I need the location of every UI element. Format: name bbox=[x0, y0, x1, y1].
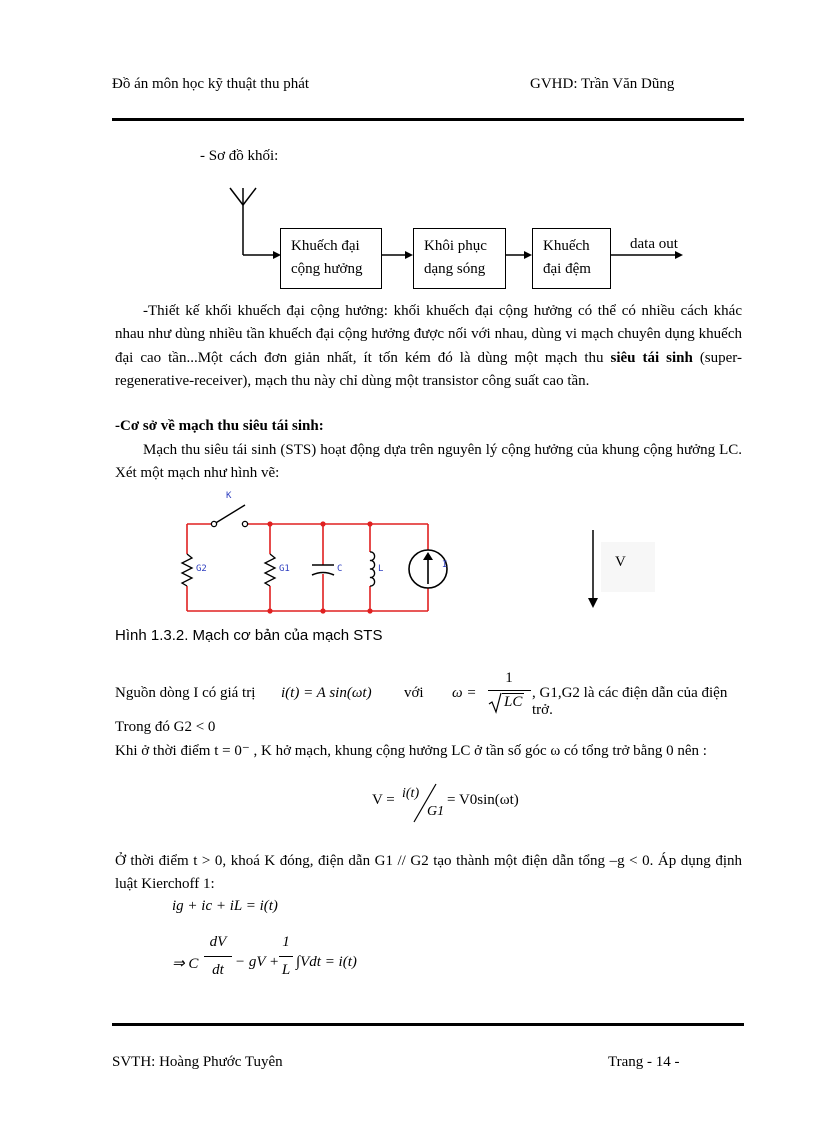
arrow-box2-box3 bbox=[524, 251, 532, 259]
switch-k-label: K bbox=[226, 491, 232, 501]
formula-diff-bar-1 bbox=[204, 956, 232, 957]
voltage-indicator bbox=[586, 528, 666, 610]
formula-v-lhs: V = bbox=[372, 792, 395, 808]
block-waveform-recovery bbox=[413, 228, 506, 289]
data-out-label: data out bbox=[630, 236, 678, 252]
formula-diff-tail: ∫Vdt = i(t) bbox=[296, 954, 357, 970]
switch-k-blade bbox=[214, 505, 245, 524]
resistor-g1 bbox=[265, 554, 275, 586]
paragraph-t0-state: Khi ở thời điểm t = 0⁻ , K hở mạch, khung cộng hưởng LC ở tần số góc ω có tổng trở bằng 0 nên : bbox=[115, 743, 707, 759]
junction-dot bbox=[267, 521, 272, 526]
sqrt-icon bbox=[488, 692, 502, 714]
header-rule bbox=[112, 118, 744, 121]
formula-diff-dt: dt bbox=[212, 962, 224, 978]
capacitor-label: C bbox=[337, 564, 343, 574]
footer-page-number: Trang - 14 - bbox=[608, 1054, 680, 1070]
formula-source-current: i(t) = A sin(ωt) bbox=[281, 685, 372, 701]
formula-omega-denominator: LC bbox=[504, 694, 523, 710]
super-regen-term: siêu tái sinh bbox=[610, 349, 693, 366]
block-diagram-label: - Sơ đồ khối: bbox=[200, 148, 279, 164]
inductor-label: L bbox=[378, 564, 384, 574]
antenna-left-arm bbox=[230, 188, 243, 205]
junction-dot bbox=[367, 521, 372, 526]
formula-diff-bar-2 bbox=[279, 956, 293, 957]
block-waveform-recovery-line2: dạng sóng bbox=[424, 261, 486, 277]
arrow-box1-box2 bbox=[405, 251, 413, 259]
formula-omega-numerator: 1 bbox=[505, 670, 513, 686]
formula-diff-lead: ⇒ C bbox=[172, 956, 199, 972]
junction-dot bbox=[320, 521, 325, 526]
formula-diff-dv: dV bbox=[209, 934, 227, 950]
line-g2-condition: Trong đó G2 < 0 bbox=[115, 719, 216, 735]
paragraph-design-text: -Thiết kế khối khuếch đại cộng hưởng: khối khuếch đại cộng hưởng có thể có nhiều cách khác nhau như dùng nhiều tần khuếch đại cộng hưởng được nối với nhau, dùng vi mạch chuyên dụng khuếch đại cao tần...Một cách đơn giản nhất, ít tốn kém đó là dùng một mạch thu bbox=[115, 303, 742, 366]
block-buffer-amp-line1: Khuếch bbox=[543, 238, 590, 254]
formula-diff-one: 1 bbox=[282, 934, 290, 950]
junction-dot bbox=[267, 608, 272, 613]
sts-circuit bbox=[175, 488, 460, 618]
formula-omega-lhs: ω = bbox=[452, 685, 477, 701]
paragraph-sts-intro: Mạch thu siêu tái sinh (STS) hoạt động dựa trên nguyên lý cộng hưởng của khung cộng hưởng LC. Xét một mạch như hình vẽ: bbox=[115, 442, 742, 482]
header-right: GVHD: Trần Văn Dũng bbox=[530, 76, 675, 92]
block-buffer-amp bbox=[532, 228, 611, 289]
block-waveform-recovery-line1: Khôi phục bbox=[424, 238, 487, 254]
footer-left: SVTH: Hoàng Phước Tuyên bbox=[112, 1054, 283, 1070]
paragraph-design-tail: (super-regenerative-receiver), mạch thu này chỉ dùng một transistor công suất cao tần. bbox=[115, 349, 742, 390]
formula-v-numerator: i(t) bbox=[402, 786, 420, 801]
junction-dot bbox=[320, 608, 325, 613]
current-source-label: I bbox=[442, 560, 448, 570]
figure-caption: Hình 1.3.2. Mạch cơ bản của mạch STS bbox=[115, 627, 383, 644]
formula-diff-mid: − gV + bbox=[235, 954, 280, 970]
footer-rule bbox=[112, 1023, 744, 1026]
resistor-g2-label: G2 bbox=[196, 564, 207, 574]
paragraph-t-positive: Ở thời điểm t > 0, khoá K đóng, điện dẫn G1 // G2 tạo thành một điện dẫn tổng –g < 0. Áp dụng định luật Kierchoff 1: bbox=[115, 853, 742, 893]
resistor-g2 bbox=[182, 554, 192, 586]
voltage-label-background bbox=[601, 542, 655, 592]
antenna-right-arm bbox=[243, 188, 256, 205]
formula-v-rhs: = V0sin(ωt) bbox=[447, 792, 519, 808]
voltage-arrow-head bbox=[588, 598, 598, 608]
formula-v-denominator: G1 bbox=[427, 804, 445, 819]
block-resonant-amp bbox=[280, 228, 382, 289]
voltage-label: V bbox=[615, 554, 626, 570]
block-buffer-amp-line2: đại đệm bbox=[543, 261, 591, 277]
paragraph-with-word: với bbox=[404, 685, 424, 701]
formula-omega-fraction-bar bbox=[488, 690, 531, 691]
inductor-l bbox=[370, 552, 375, 586]
block-resonant-amp-line2: cộng hưởng bbox=[291, 261, 363, 277]
paragraph-source-lead: Nguồn dòng I có giá trị bbox=[115, 685, 256, 701]
formula-kcl: ig + ic + iL = i(t) bbox=[172, 898, 278, 914]
switch-k-contact-right bbox=[242, 521, 247, 526]
formula-diff-l: L bbox=[281, 962, 291, 978]
paragraph-design bbox=[115, 300, 742, 394]
switch-k-contact-left bbox=[211, 521, 216, 526]
header-left: Đồ án môn học kỹ thuật thu phát bbox=[112, 76, 310, 92]
junction-dot bbox=[367, 608, 372, 613]
heading-sts-basis: -Cơ sở về mạch thu siêu tái sinh: bbox=[115, 418, 324, 434]
resistor-g1-label: G1 bbox=[279, 564, 290, 574]
block-resonant-amp-line1: Khuếch đại bbox=[291, 238, 360, 254]
paragraph-source-tail: , G1,G2 là các điện dẫn của điện trở. bbox=[532, 685, 728, 718]
